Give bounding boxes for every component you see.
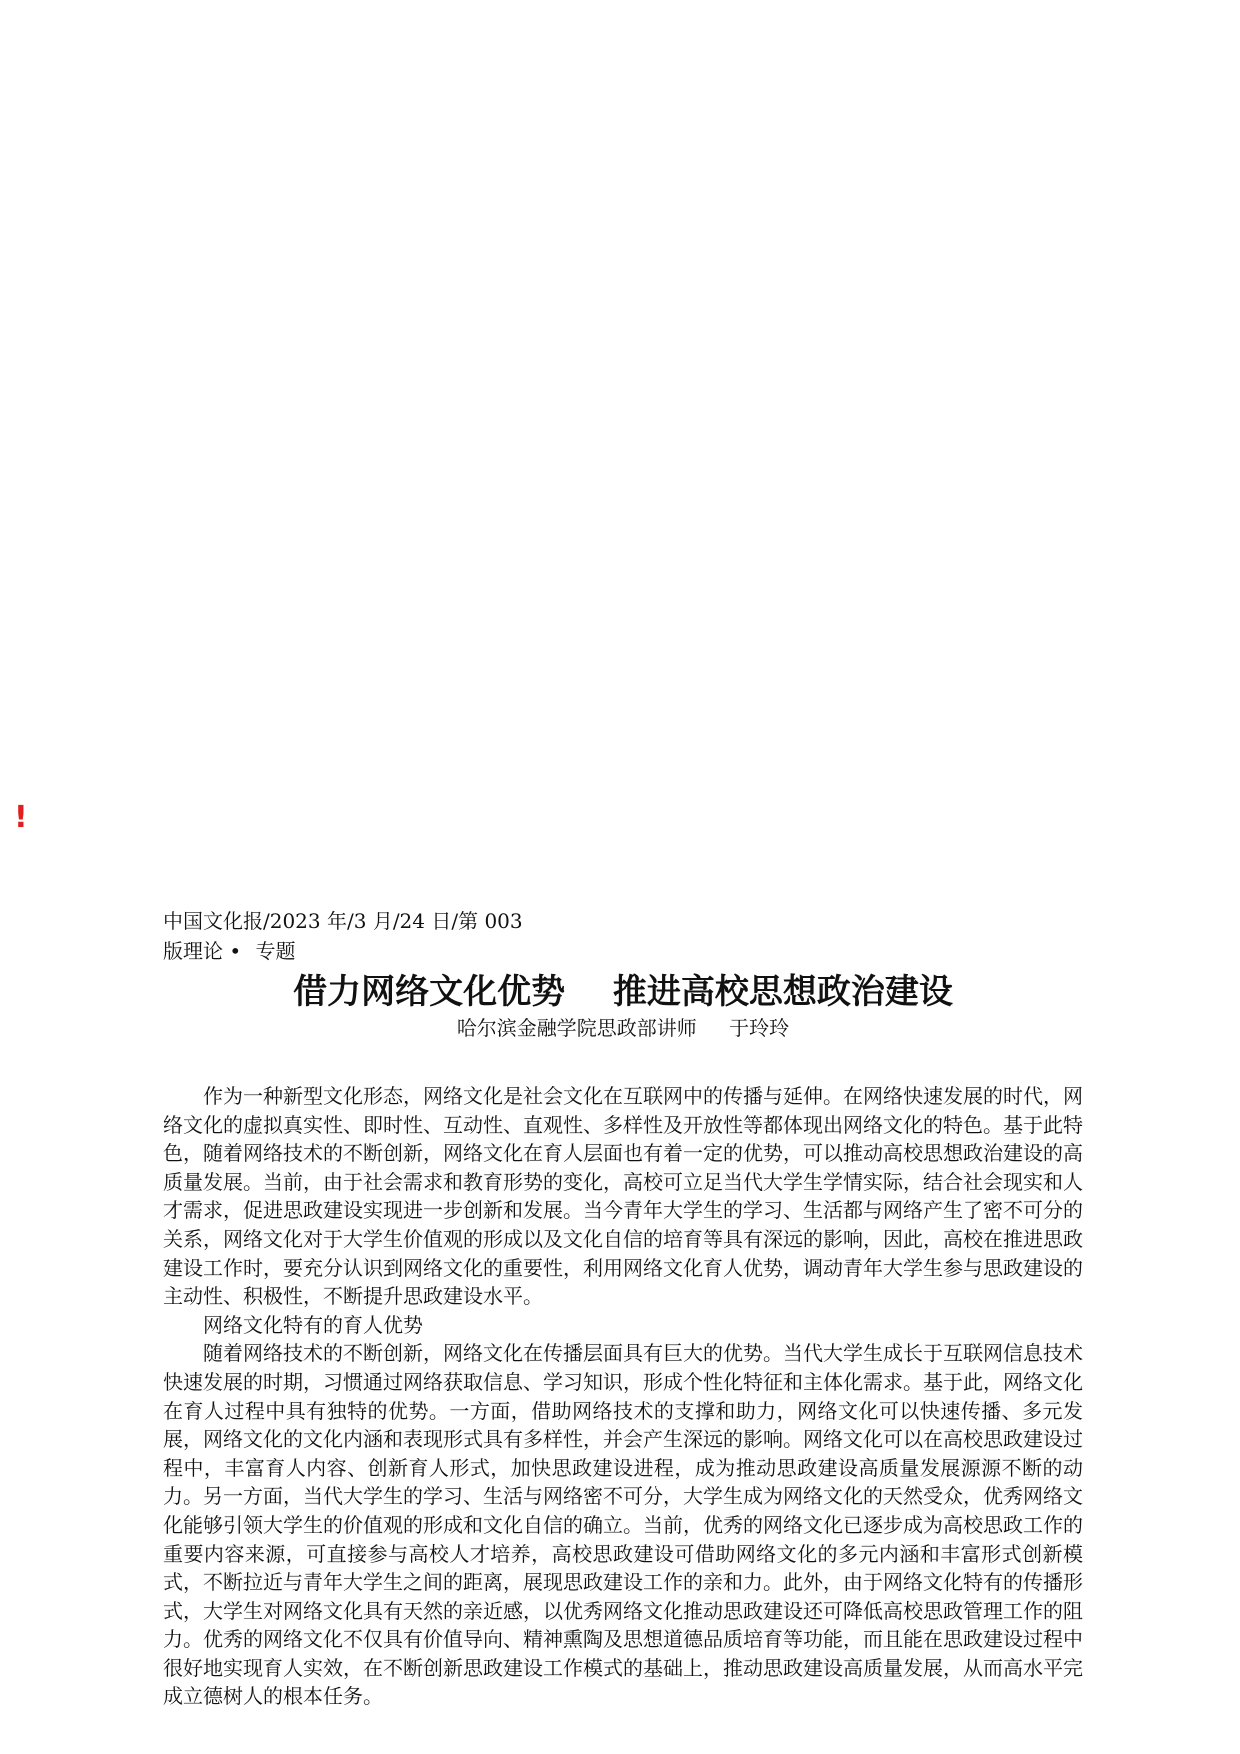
section-label: 版理论 • — [163, 939, 242, 963]
section-heading: 网络文化特有的育人优势 — [203, 1312, 423, 1337]
author-name: 于玲玲 — [729, 1016, 790, 1040]
source-line — [163, 906, 1083, 936]
source-text: 中国文化报/2023 年/3 月/24 日/第 003 — [163, 909, 523, 933]
article-body — [163, 1082, 1083, 1711]
author-affiliation: 哈尔滨金融学院思政部讲师 — [456, 1016, 697, 1040]
title-part-1: 借力网络文化优势 — [293, 972, 566, 1012]
section-topic: 专题 — [255, 939, 296, 963]
section-line — [163, 936, 1083, 966]
author-line — [163, 1014, 1083, 1042]
article-title — [163, 970, 1083, 1014]
title-part-2: 推进高校思想政治建设 — [612, 972, 953, 1012]
paragraph-intro: 作为一种新型文化形态，网络文化是社会文化在互联网中的传播与延伸。在网络快速发展的时代，网络文化的虚拟真实性、即时性、互动性、直观性、多样性及开放性等都体现出网络文化的特色。基于此特色，随着网络技术的不断创新，网络文化在育人层面也有着一定的优势，可以推动高校思想政治建设的高质量发展。当前，由于社会需求和教育形势的变化，高校可立足当代大学生学情实际，结合社会现实和人才需求，促进思政建设实现进一步创新和发展。当今青年大学生的学习、生活都与网络产生了密不可分的关系，网络文化对于大学生价值观的形成以及文化自信的培育等具有深远的影响，因此，高校在推进思政建设工作时，要充分认识到网络文化的重要性，利用网络文化育人优势，调动青年大学生参与思政建设的主动性、积极性，不断提升思政建设水平。 — [163, 1084, 1083, 1309]
warning-marker: ! — [14, 800, 28, 835]
paragraph-advantages: 随着网络技术的不断创新，网络文化在传播层面具有巨大的优势。当代大学生成长于互联网信息技术快速发展的时期，习惯通过网络获取信息、学习知识，形成个性化特征和主体化需求。基于此，网络文化在育人过程中具有独特的优势。一方面，借助网络技术的支撑和助力，网络文化可以快速传播、多元发展，网络文化的文化内涵和表现形式具有多样性，并会产生深远的影响。网络文化可以在高校思政建设过程中，丰富育人内容、创新育人形式，加快思政建设进程，成为推动思政建设高质量发展源源不断的动力。另一方面，当代大学生的学习、生活与网络密不可分，大学生成为网络文化的天然受众，优秀网络文化能够引领大学生的价值观的形成和文化自信的确立。当前，优秀的网络文化已逐步成为高校思政工作的重要内容来源，可直接参与高校人才培养，高校思政建设可借助网络文化的多元内涵和丰富形式创新模式，不断拉近与青年大学生之间的距离，展现思政建设工作的亲和力。此外，由于网络文化特有的传播形式，大学生对网络文化具有天然的亲近感，以优秀网络文化推动思政建设还可降低高校思政管理工作的阻力。优秀的网络文化不仅具有价值导向、精神熏陶及思想道德品质培育等功能，而且能在思政建设过程中很好地实现育人实效，在不断创新思政建设工作模式的基础上，推动思政建设高质量发展，从而高水平完成立德树人的根本任务。 — [163, 1341, 1083, 1709]
document — [163, 906, 1083, 1711]
